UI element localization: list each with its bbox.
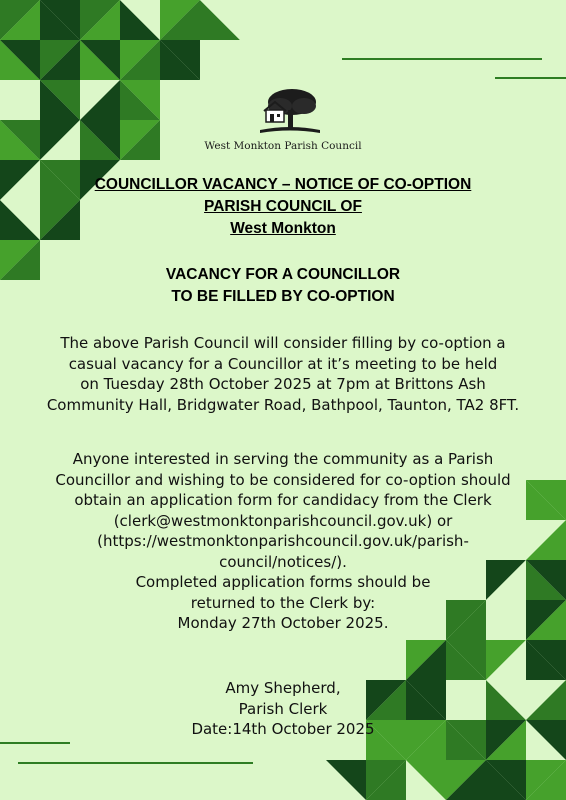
decorative-line [0,742,70,744]
deadline-date: Monday 27th October 2025. [177,614,389,632]
notice-date: Date:14th October 2025 [191,720,375,738]
clerk-name: Amy Shepherd, [225,679,341,697]
decorative-line [495,77,566,79]
decorative-line [342,58,542,60]
decorative-line [18,762,253,764]
notice-subtitle-2: TO BE FILLED BY CO-OPTION [171,288,395,305]
notice-title-place: West Monkton [230,220,336,237]
notice-subtitle: VACANCY FOR A COUNCILLOR [165,266,401,283]
signoff [20,678,546,740]
notice-title-parish: PARISH COUNCIL OF [204,198,362,215]
notices-url: (https://westmonktonparishcouncil.gov.uk/parish- [97,532,469,550]
clerk-email: (clerk@westmonktonparishcouncil.gov.uk) or [113,511,453,530]
notice-title: COUNCILLOR VACANCY – NOTICE OF CO-OPTION [94,176,472,193]
council-name: West Monkton Parish Council [204,140,362,152]
parish-council-logo [258,84,322,138]
paragraph-application-info: Anyone interested in serving the community as a Parish Councillor and wishing to be considered for co-option should obtain an application form for candidacy from the Clerk (clerk@westmonktonparishcouncil.gov.uk) or (https://westmonktonparishcouncil.gov.uk/parish- council/notices/). Completed application forms should be returned to the Clerk by: Monday 27th October 2025. [20,449,546,634]
clerk-role: Parish Clerk [238,699,328,718]
paragraph-meeting-details: The above Parish Council will consider filling by co-option a casual vacancy for a Councillor at it’s meeting to be held on Tuesday 28th October 2025 at 7pm at Brittons Ash Community Hall, Bridgwater Road, Bathpool, Taunton, TA2 8FT. [46,334,520,414]
